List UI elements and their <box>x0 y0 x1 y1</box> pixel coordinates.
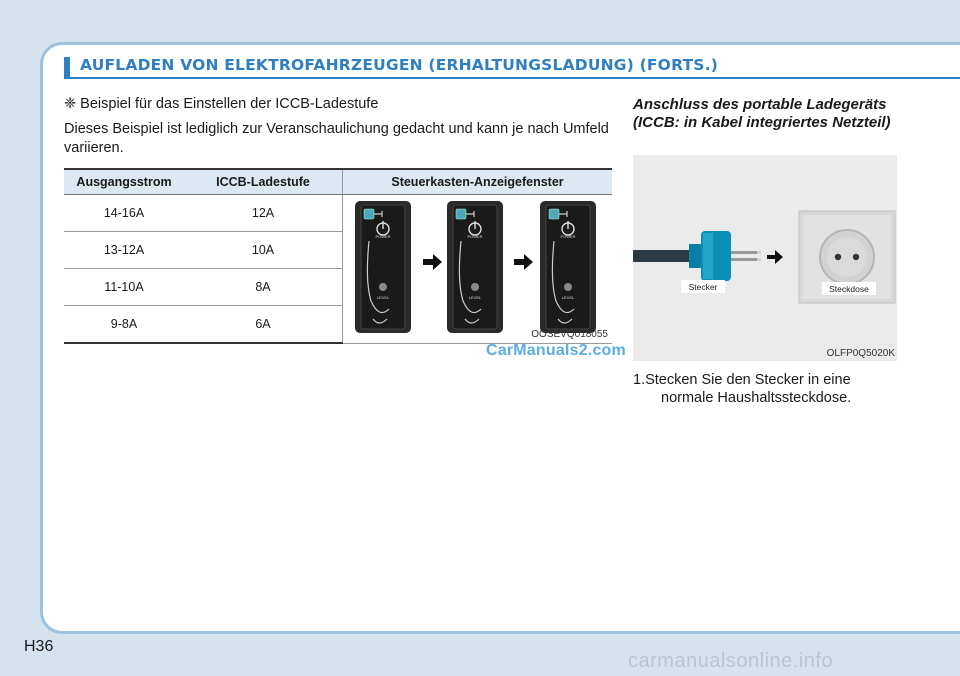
svg-text:POWER: POWER <box>467 234 483 239</box>
iccb-level-table <box>64 168 612 344</box>
table-header-row <box>64 169 612 195</box>
svg-text:POWER: POWER <box>375 234 391 239</box>
section-title: AUFLADEN VON ELEKTROFAHRZEUGEN (ERHALTUNGSLADUNG) (FORTS.) <box>80 56 719 74</box>
arrow-icon <box>514 254 533 270</box>
figure-code: OOSEVQ018055 <box>531 328 608 340</box>
control-box-illustration <box>343 195 613 342</box>
plug-icon <box>633 231 761 281</box>
column-header-output-current: Ausgangsstrom <box>64 169 184 195</box>
control-box-1 <box>355 201 411 333</box>
watermark-link[interactable]: CarManuals2.com <box>486 342 626 359</box>
figure-code: OLFP0Q5020K <box>826 348 895 359</box>
example-description: Dieses Beispiel ist lediglich zur Veranschaulichung gedacht und kann je nach Umfeld variieren. <box>64 121 609 156</box>
example-heading: ❈ Beispiel für das Einstellen der ICCB-Ladestufe <box>64 96 379 112</box>
cell-output-current: 9-8A <box>64 306 184 344</box>
page-number: H36 <box>24 638 54 655</box>
column-header-iccb-level: ICCB-Ladestufe <box>184 169 343 195</box>
plug-label: Stecker <box>688 282 718 292</box>
socket-label: Steckdose <box>829 284 869 294</box>
header-underline <box>64 77 960 79</box>
svg-text:LEVEL: LEVEL <box>376 295 390 300</box>
column-header-display: Steuerkasten-Anzeigefenster <box>343 169 613 195</box>
arrow-icon <box>423 254 442 270</box>
step-1 <box>633 371 897 407</box>
control-box-3 <box>540 201 596 333</box>
svg-text:LEVEL: LEVEL <box>561 295 575 300</box>
step-1-line-1: 1.Stecken Sie den Stecker in eine <box>633 372 851 388</box>
cell-iccb-level: 6A <box>184 306 343 344</box>
table-row <box>64 195 612 232</box>
right-column <box>633 96 897 132</box>
plug-socket-illustration <box>633 155 897 361</box>
cell-output-current: 11-10A <box>64 269 184 306</box>
arrow-icon <box>767 250 783 264</box>
left-column <box>64 96 612 344</box>
cell-iccb-level: 10A <box>184 232 343 269</box>
svg-text:POWER: POWER <box>560 234 576 239</box>
control-box-2 <box>447 201 503 333</box>
cell-iccb-level: 8A <box>184 269 343 306</box>
plug-socket-figure <box>633 155 897 361</box>
cell-output-current: 13-12A <box>64 232 184 269</box>
subsection-title: Anschluss des portable Ladegeräts (ICCB: in Kabel integriertes Netzteil) <box>633 96 891 131</box>
footer-watermark: carmanualsonline.info <box>628 650 834 672</box>
cell-iccb-level: 12A <box>184 195 343 232</box>
step-1-line-2: normale Haushaltssteckdose. <box>661 390 852 406</box>
display-illustration-cell <box>343 195 613 344</box>
cell-output-current: 14-16A <box>64 195 184 232</box>
header-accent-bar <box>64 57 70 77</box>
svg-text:LEVEL: LEVEL <box>468 295 482 300</box>
